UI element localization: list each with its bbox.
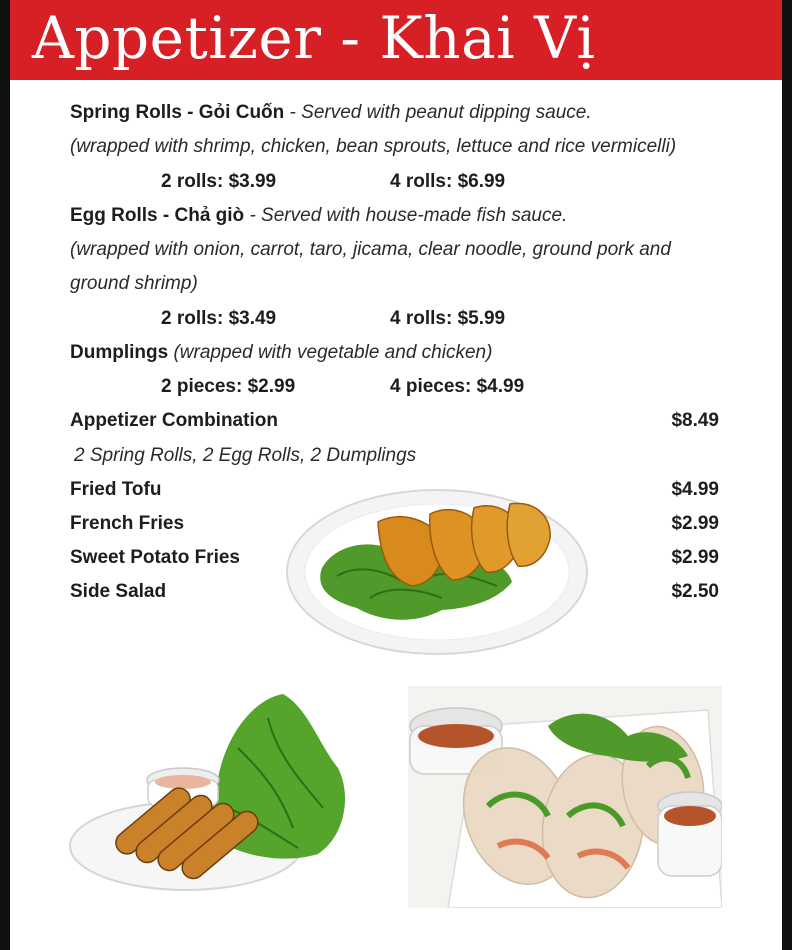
spring-rolls-option-2: 2 rolls: $3.99 — [161, 171, 277, 192]
dumplings-plate-photo — [282, 480, 592, 660]
dumplings-name: Dumplings — [70, 342, 169, 363]
dumplings-option-4: 4 pieces: $4.99 — [390, 376, 525, 397]
french-fries-name: French Fries — [70, 513, 185, 534]
egg-rolls-option-4: 4 rolls: $5.99 — [390, 308, 506, 329]
egg-rolls-name: Egg Rolls - Chả giò — [70, 205, 245, 226]
egg-rolls-line — [70, 204, 567, 228]
egg-rolls-plate-photo — [68, 688, 358, 898]
spring-rolls-desc: - Served with peanut dipping sauce. — [284, 102, 592, 123]
sweet-potato-fries-name: Sweet Potato Fries — [70, 547, 240, 568]
egg-rolls-desc: - Served with house-made fish sauce. — [244, 205, 568, 226]
fried-tofu-name: Fried Tofu — [70, 479, 162, 500]
combination-name: Appetizer Combination — [70, 410, 278, 431]
fried-tofu-price: $4.99 — [671, 479, 719, 500]
spring-rolls-plate-photo — [408, 686, 722, 908]
egg-rolls-option-2: 2 rolls: $3.49 — [161, 308, 277, 329]
page-title: Appetizer - Khai Vị — [32, 4, 596, 72]
spring-rolls-line — [70, 101, 592, 125]
spring-rolls-detail: (wrapped with shrimp, chicken, bean sprouts, lettuce and rice vermicelli) — [70, 136, 677, 157]
header-bar — [10, 0, 782, 80]
spring-rolls-option-4: 4 rolls: $6.99 — [390, 171, 506, 192]
dumplings-desc: (wrapped with vegetable and chicken) — [168, 342, 493, 363]
spring-rolls-name: Spring Rolls - Gỏi Cuốn — [70, 102, 285, 123]
dumplings-option-2: 2 pieces: $2.99 — [161, 376, 296, 397]
menu-page — [10, 0, 782, 950]
combination-price: $8.49 — [671, 410, 719, 431]
egg-rolls-detail-1: (wrapped with onion, carrot, taro, jicama, clear noodle, ground pork and — [70, 239, 671, 260]
dumplings-line — [70, 341, 492, 365]
french-fries-price: $2.99 — [671, 513, 719, 534]
side-salad-price: $2.50 — [671, 581, 719, 602]
side-salad-name: Side Salad — [70, 581, 167, 602]
egg-rolls-detail-2: ground shrimp) — [70, 273, 198, 294]
combination-desc: 2 Spring Rolls, 2 Egg Rolls, 2 Dumplings — [74, 445, 417, 466]
sweet-potato-fries-price: $2.99 — [671, 547, 719, 568]
